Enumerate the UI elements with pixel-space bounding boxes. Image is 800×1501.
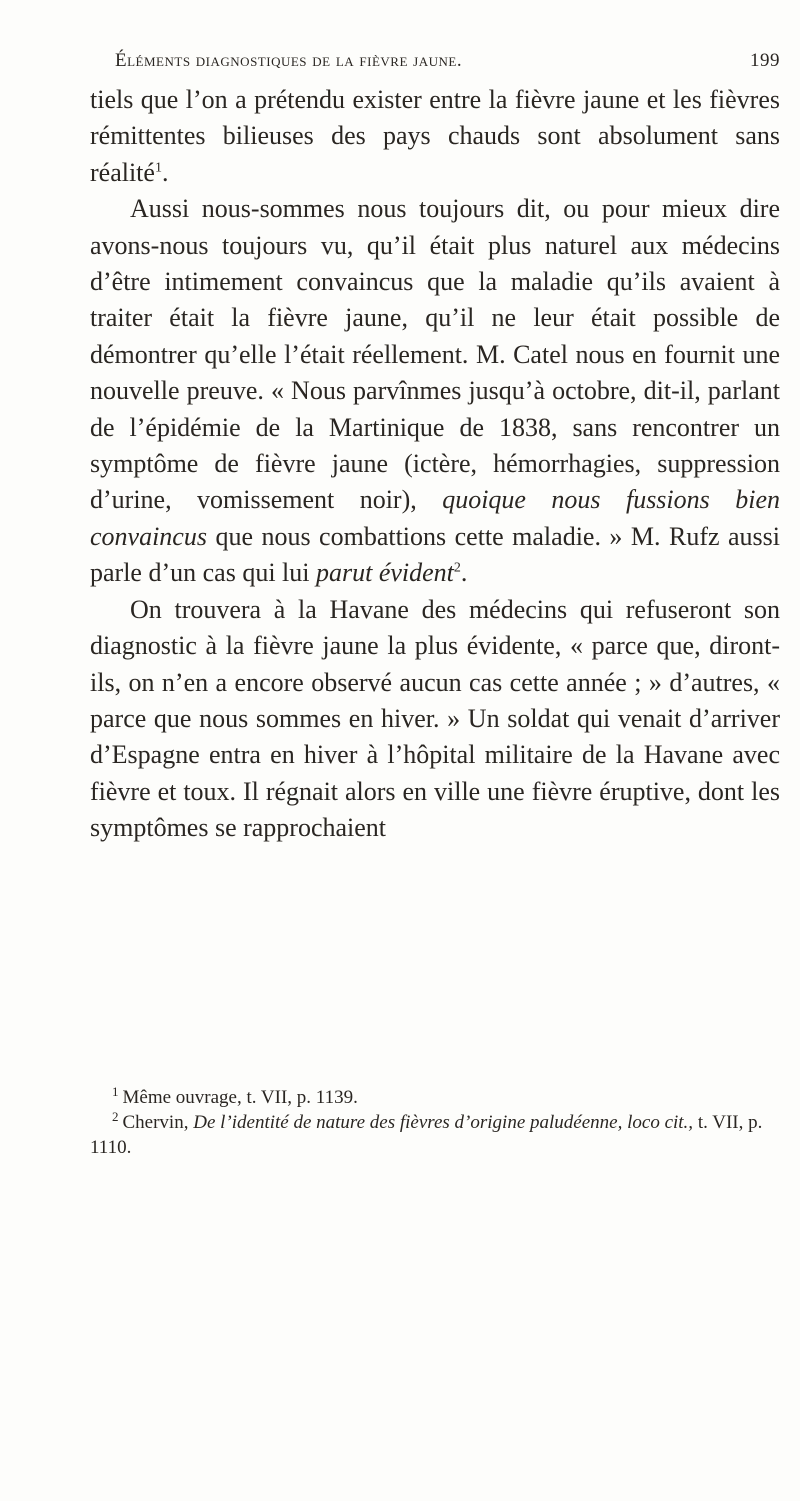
- footnotes: [90, 1085, 780, 1160]
- paragraph-1: [90, 82, 780, 191]
- body-text: [90, 82, 780, 847]
- paragraph-2-italic-2: parut évident: [316, 558, 454, 588]
- paragraph-3-text: On trouvera à la Havane des médecins qui refuseront son diagnostic à la fièvre jaune la plus évidente, « parce que, diront-ils, on n’en a encore observé aucun cas cette année ; » d’autres, « parce que nous sommes en hiver. » Un soldat qui venait d’arriver d’Espagne entra en hiver à l’hôpital militaire de la Havane avec fièvre et toux. Il régnait alors en ville une fièvre éruptive, dont les symptômes se rapprochaient: [90, 594, 780, 843]
- paragraph-2-text-mid: que nous combattions cette maladie. » M. Rufz aussi parle d’un cas qui lui: [90, 521, 780, 588]
- paragraph-2: [90, 191, 780, 591]
- paragraph-3: [90, 592, 780, 847]
- running-title: Éléments diagnostiques de la fièvre jaune.: [115, 50, 463, 71]
- running-head: [90, 50, 780, 80]
- footnote-2: [90, 1110, 780, 1160]
- paragraph-2-text-start: Aussi nous-sommes nous toujours dit, ou pour mieux dire avons-nous toujours vu, qu’il était plus naturel aux médecins d’être intimement convaincus que la maladie qu’ils avaient à traiter était la fièvre jaune, qu’il ne leur était possible de démontrer qu’elle l’était réellement. M. Catel nous en fournit une nouvelle preuve. « Nous parvînmes jusqu’à octobre, dit-il, parlant de l’épidémie de la Martinique de 1838, sans rencontrer un symptôme de fièvre jaune (ictère, hémorrhagies, suppression d’urine, vomissement noir),: [90, 194, 780, 515]
- footnote-ref-1: 1: [154, 160, 162, 176]
- page-number: 199: [750, 50, 780, 71]
- footnote-2-italic: De l’identité de nature des fièvres d’origine paludéenne, loco cit.,: [193, 1112, 694, 1133]
- paragraph-1-text: tiels que l’on a prétendu exister entre la fièvre jaune et les fièvres rémittentes bilieuses des pays chauds sont absolument sans réalité: [90, 85, 780, 187]
- footnote-ref-2: 2: [453, 560, 461, 576]
- footnote-2-tail: t. VII, p. 1110.: [90, 1112, 763, 1158]
- footnote-1-mark: 1: [112, 1083, 119, 1099]
- paragraph-2-italic-1: quoique nous fussions bien convaincus: [90, 485, 780, 551]
- paragraph-1-end: .: [161, 157, 169, 187]
- footnote-1-text: Même ouvrage, t. VII, p. 1139.: [122, 1087, 358, 1108]
- footnote-2-mark: 2: [112, 1108, 119, 1124]
- paragraph-2-end: .: [460, 558, 468, 588]
- footnote-1: [90, 1085, 780, 1110]
- footnote-2-lead: Chervin,: [122, 1112, 189, 1133]
